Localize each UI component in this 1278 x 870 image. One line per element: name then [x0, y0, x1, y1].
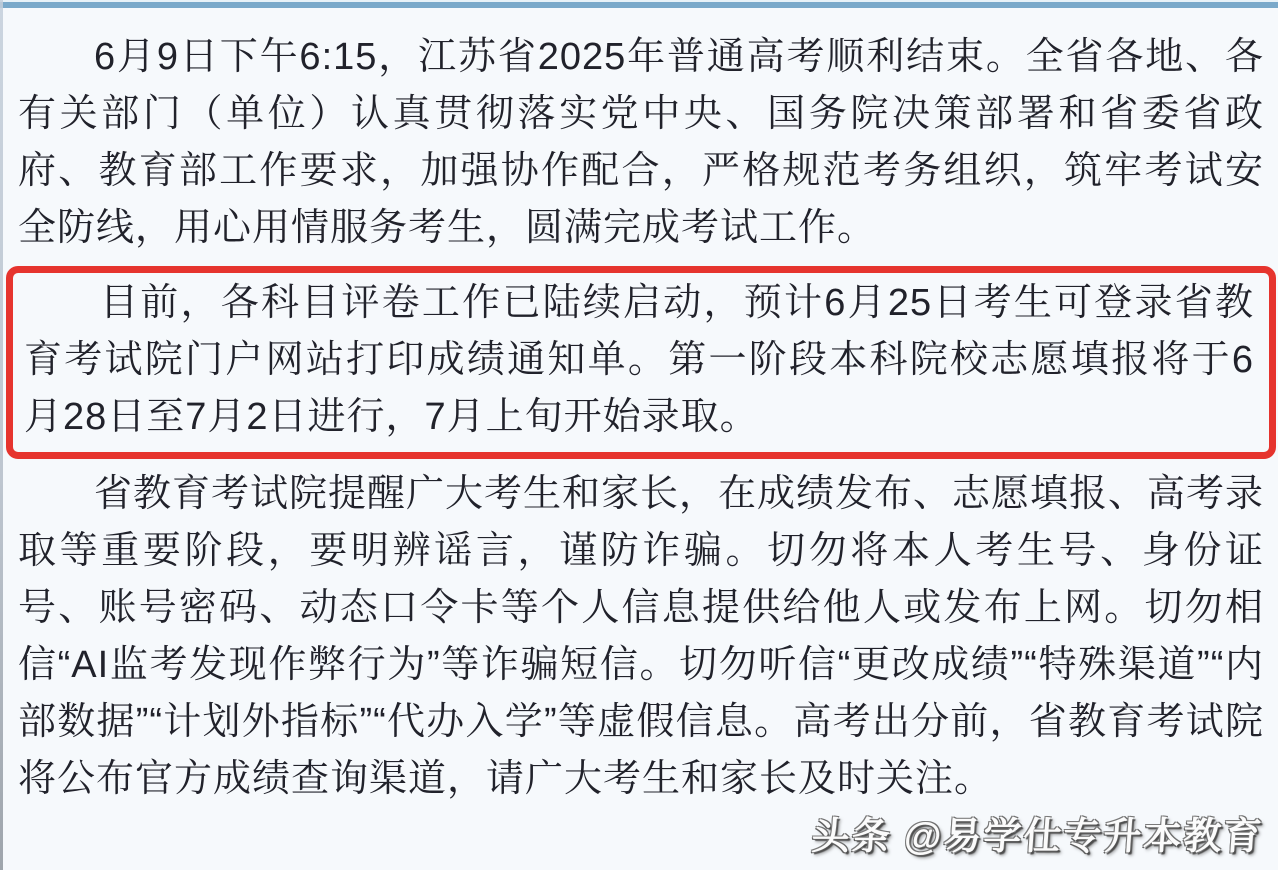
watermark-text: 头条 @易学仕专升本教育 [810, 816, 1266, 858]
paragraph-fraud-warning: 省教育考试院提醒广大考生和家长，在成绩发布、志愿填报、高考录取等重要阶段，要明辨谣言，谨防诈骗。切勿将本人考生号、身份证号、账号密码、动态口令卡等个人信息提供给他人或发布上网。切勿相信“AI监考发现作弊行为”等诈骗短信。切勿听信“更改成绩”“特殊渠道”“内部数据”“计划外指标”“代办入学”等虚假信息。高考出分前，省教育考试院将公布官方成绩查询渠道，请广大考生和家长及时关注。 [18, 473, 1265, 800]
red-highlight-box [6, 266, 1276, 459]
paragraph-exam-conclusion: 6月9日下午6:15，江苏省2025年普通高考顺利结束。全省各地、各有关部门（单位）认真贯彻落实党中央、国务院决策部署和省委省政府、教育部工作要求，加强协作配合，严格规范考务组织，筑牢考试安全防线，用心用情服务考生，圆满完成考试工作。 [18, 36, 1264, 249]
article-content [0, 9, 1278, 808]
paragraph-score-schedule: 目前，各科目评卷工作已陆续启动，预计6月25日考生可登录省教育考试院门户网站打印成绩通知单。第一阶段本科院校志愿填报将于6月28日至7月2日进行，7月上旬开始录取。 [24, 282, 1254, 438]
top-border-line [0, 0, 1278, 9]
watermark [810, 805, 1265, 860]
